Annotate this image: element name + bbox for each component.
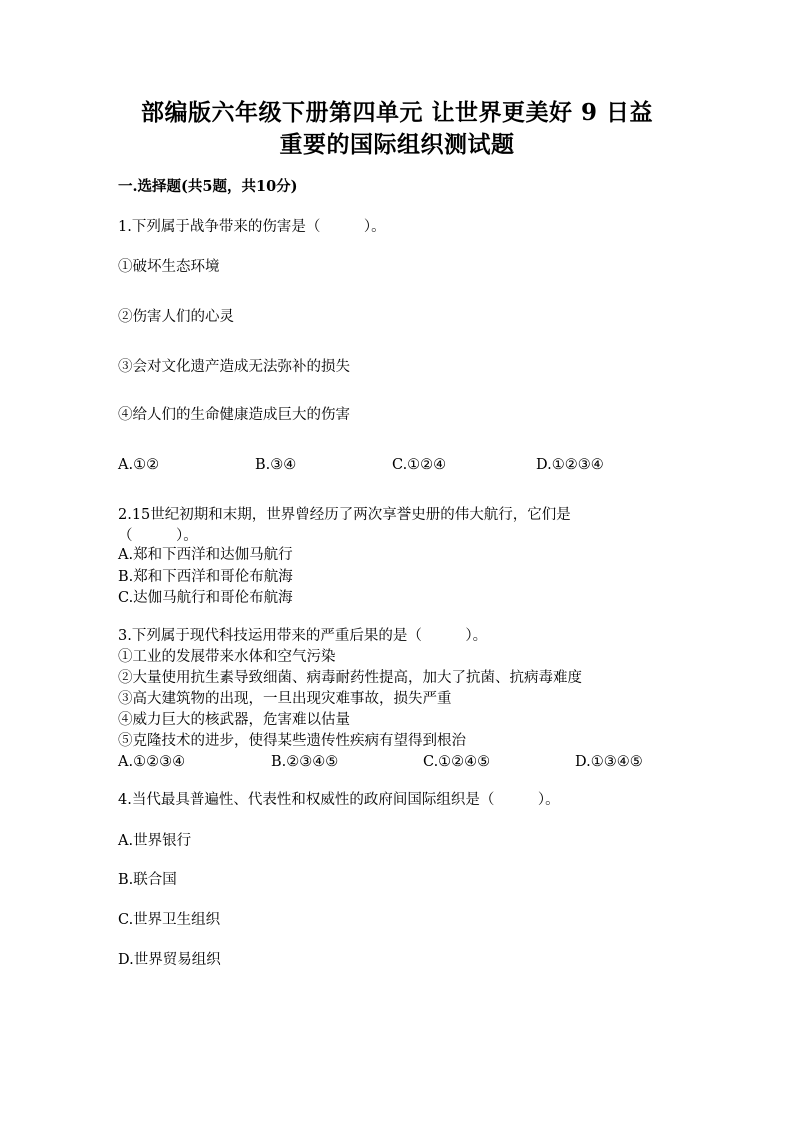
question-1-item-4: ④给人们的生命健康造成巨大的伤害 bbox=[118, 407, 350, 423]
question-3-item-3: ③高大建筑物的出现，一旦出现灾难事故，损失严重 bbox=[118, 691, 452, 707]
question-1-option-b: B.③④ bbox=[255, 457, 297, 473]
question-3-option-d: D.①③④⑤ bbox=[575, 754, 643, 770]
question-2-option-a: A.郑和下西洋和达伽马航行 bbox=[118, 547, 293, 563]
question-1-stem: 1.下列属于战争带来的伤害是（ ）。 bbox=[118, 219, 386, 235]
question-1-option-a: A.①② bbox=[118, 457, 160, 473]
document-title-line-2: 重要的国际组织测试题 bbox=[279, 131, 515, 158]
question-2-option-c: C.达伽马航行和哥伦布航海 bbox=[118, 590, 293, 606]
question-3-item-5: ⑤克隆技术的进步，使得某些遗传性疾病有望得到根治 bbox=[118, 733, 466, 749]
question-4-option-c: C.世界卫生组织 bbox=[118, 912, 221, 928]
question-3-option-b: B.②③④⑤ bbox=[271, 754, 339, 770]
question-1-item-2: ②伤害人们的心灵 bbox=[118, 309, 234, 325]
question-3-option-a: A.①②③④ bbox=[118, 754, 186, 770]
question-2-stem-line-2: （ ）。 bbox=[118, 528, 198, 544]
question-3-item-1: ①工业的发展带来水体和空气污染 bbox=[118, 649, 336, 665]
question-2-stem-line-1: 2.15世纪初期和末期，世界曾经历了两次享誉史册的伟大航行，它们是 bbox=[118, 507, 571, 523]
document-title-line-1: 部编版六年级下册第四单元 让世界更美好 9 日益 bbox=[140, 99, 654, 126]
question-4-option-a: A.世界银行 bbox=[118, 833, 192, 849]
question-3-item-4: ④威力巨大的核武器，危害难以估量 bbox=[118, 712, 350, 728]
question-1-item-1: ①破坏生态环境 bbox=[118, 259, 220, 275]
question-1-item-3: ③会对文化遗产造成无法弥补的损失 bbox=[118, 359, 350, 375]
question-3-item-2: ②大量使用抗生素导致细菌、病毒耐药性提高，加大了抗菌、抗病毒难度 bbox=[118, 670, 582, 686]
question-4-option-b: B.联合国 bbox=[118, 872, 177, 888]
question-3-stem: 3.下列属于现代科技运用带来的严重后果的是（ ）。 bbox=[118, 628, 488, 644]
question-4-stem: 4.当代最具普遍性、代表性和权威性的政府间国际组织是（ ）。 bbox=[118, 792, 560, 808]
section-heading: 一.选择题(共5题，共10分) bbox=[118, 178, 298, 195]
question-2-option-b: B.郑和下西洋和哥伦布航海 bbox=[118, 569, 293, 585]
question-1-option-d: D.①②③④ bbox=[536, 457, 604, 473]
question-1-option-c: C.①②④ bbox=[392, 457, 447, 473]
question-4-option-d: D.世界贸易组织 bbox=[118, 952, 221, 968]
question-3-option-c: C.①②④⑤ bbox=[423, 754, 491, 770]
